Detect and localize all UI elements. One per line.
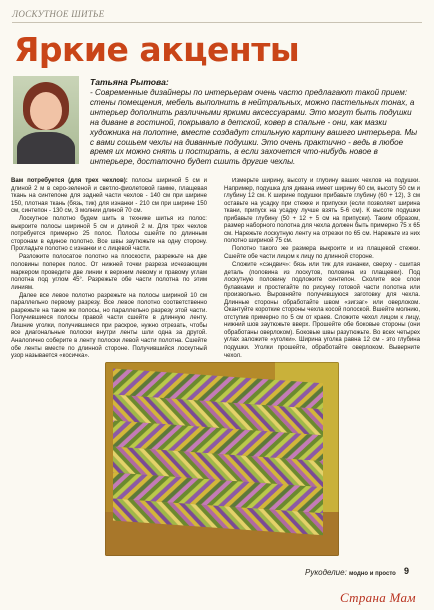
quilted-cushion-photo [105,362,339,556]
section-divider [12,22,422,23]
section-label: ЛОСКУТНОЕ ШИТЬЕ [12,9,105,19]
cushion-illustration [105,362,339,556]
materials-paragraph [11,178,207,216]
brand-subtitle: модно и просто [349,571,396,577]
left-column [11,178,207,361]
body-paragraph: Сложите «сэндвич»: бязь или тик для изнанки, сверху - сшитая деталь (половина из лоскутов, половина из плащевки). Под лоскутную половину подложите синтепон. Сколите все слои булавками и простегайте по рисунку готовой части полотна или произвольно. Выровняйте получившуюся заготовку для чехла. Длинные стороны обработайте швом «зигзаг» или оверлоком. Окантуйте короткие стороны чехла косой полоской. Вшейте молнию, отступив примерно по 5 см от краев. Сложите чехол лицом к лицу, нижний шов заутюжьте вверх. Прошейте обе боковые стороны (они обработаны оверлоком). Боковые швы разутюжьте. Во всех четырех углах заложите «уголки». Ширина уголка равна 12 см - это глубина подушки. Уголки прошейте, обработайте оверлоком. Выверните чехол. [224,262,420,359]
materials-text: полосы шириной 5 см и длиной 2 м в серо-зеленой и светло-фиолетовой гамме, плащевая ткань на синтепоне для задней части чехлов - 140 см при ширине 150, плотная ткань (бязь, тик) для изнанки - 210 см при ширине 150 см, синтепон - 130 см, 3 молнии длиной 70 см. [11,178,207,215]
body-paragraph: Полотно такого же размера выкроите и из плащевой стежки. Сшейте обе части лицом к лицу по длинной стороне. [224,246,420,260]
body-paragraph: Разложите полосатое полотно на плоскости, разрежьте на две половины поперек полос. От нижней точки разреза исчезающим маркером проведите две линии к верхним левому и правому углам полотна под углом 45°. Разрежьте обе части полотна по этим линиям. [11,254,207,291]
body-paragraph: Далее все левое полотно разрежьте на полосы шириной 10 см параллельно первому разрезу. Все левое полотно соответственно разрежьте на такие же полосы, но параллельно разрезу этой части. Получившиеся полосы правой части сшейте в длинную ленту. Лишние уголки, получившиеся при раскрое, нужно отрезать, чтобы все диагональные полоски внутри ленты шли одна за другой. Аналогично соберите в ленту полоски левой части полотна. Сшейте обе ленты вместе по длинной стороне. Получившийся лоскутный узор называется «косичка». [11,292,207,360]
magazine-brand [305,568,396,577]
materials-heading: Вам потребуется (для трех чехлов): [11,178,128,184]
body-paragraph: Измерьте ширину, высоту и глубину ваших чехлов на подушки. Например, подушка для дивана имеет ширину 60 см, высоту 50 см и глубину 12 см. К ширине подушки прибавьте глубину (60 + 12), 3 см оставьте на усадку при стежке и припуски (если позволяет ширина ткани, припуск на усадку лучше взять 5-6 см). К высоте подушки прибавьте глубину (50 + 12 + 5 см на припуски). Таким образом, размер наборного полотна для чехла должен быть примерно 75 х 65 см. Нарежьте лоскутную ленту на отрезки по 65 см. Нарежьте из них полотно шириной 75 см. [224,178,420,245]
page-number: 9 [404,566,410,576]
body-paragraph: Лоскутное полотно будем шить в технике шитья из полос: выкроите полосы шириной 5 см и длиной 2 м. Для трех чехлов потребуется примерно 25 полос. Полосы сшейте по длинным сторонам в единое полотно. Все швы заутюжьте на одну сторону. Прогладьте полотно с изнанки и с лицевой части. [11,216,207,253]
right-column [224,178,420,360]
author-photo [13,76,79,164]
watermark: Страна Мам [340,590,416,605]
brand-name: Рукоделие: [305,568,347,577]
article-title: Яркие акценты [14,30,300,69]
intro-text: - Современные дизайнеры по интерьерам очень часто предлагают такой прием: стены помещения, мебель выполнить в нейтральных, можно пастельных тонах, а интерьер дополнить различными яркими аксессуарами. Это могут быть подушки на диване в гостиной, покрывало в детской, ковер в спальне - они, как мазки художника на полотне, вместе создадут стильную картину вашего интерьера. Мы с вами сошьем чехлы на диванные подушки. Это очень практично - ведь в любое время их можно снять и постирать, а если захочется что-нибудь новое в интерьере, достаточно будет сшить другие чехлы. [90,88,418,167]
author-name: Татьяна Рытова: [90,77,169,87]
